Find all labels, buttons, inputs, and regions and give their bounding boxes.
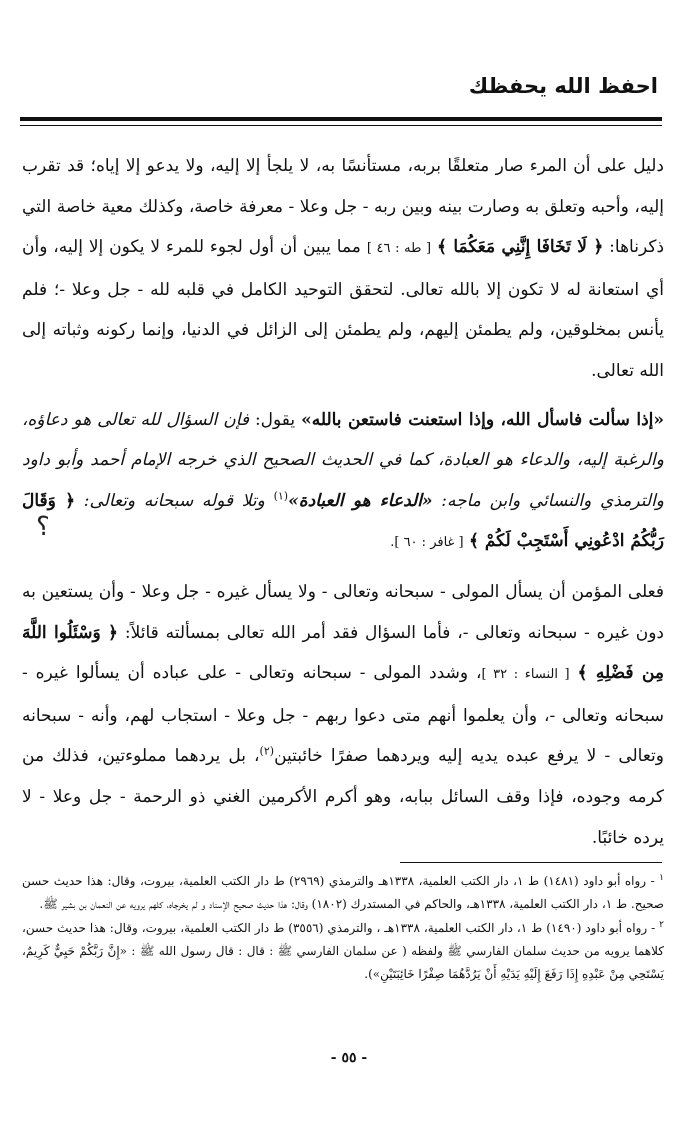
- footnote-1-number: ١: [659, 873, 664, 883]
- main-text: [22, 146, 664, 858]
- hadith-quote-ask-allah: «إذا سألت فاسأل الله، وإذا استعنت فاستعن بالله»: [301, 409, 664, 430]
- paragraph-1-rest: مما يبين أن أول لجوء للمرء لا يكون إلا إليه، وأن أي استعانة له لا تكون إلا بالله تعالى. لتحقق التوحيد الكامل في قلبه لله - جل وعلا -؛ فلم يأنس بمخلوقين، ولم يطمئن إليهم، ولم يطمئن إلى الزائل في الدنيا، وإنما ركونه وثباته إلى الله تعالى.: [22, 237, 664, 381]
- reference-taha: [ طه : ٤٦ ]: [366, 241, 432, 257]
- footnote-separator: [400, 862, 662, 863]
- handwritten-question-mark: ؟: [36, 512, 50, 542]
- quran-quote-ghafir: ﴿ وَقَالَ رَبُّكُمُ ادْعُونِي أَسْتَجِبْ لَكُمْ ﴾: [22, 490, 664, 552]
- paragraph-2-recited: وتلا قوله سبحانه وتعالى:: [75, 490, 274, 511]
- footnote-1-text: - رواه أبو داود (١٤٨١) ط ١، دار الكتب العلمية، ١٣٣٨هـ والترمذي (٢٩٦٩) ط دار الكتب العلمية، بيروت، وقال: هذا حديث حسن صحيح. ط ١، دار الكتب العلمية، ١٣٣٨هـ، والحاكم في المستدرك (١٨٠٢) وقال: هذا حديث صحيح الإسناد و لم يخرجاه، كلهم يرويه عن النعمان بن بشير ﷺ.: [22, 874, 664, 912]
- quran-quote-nisa: ﴿ وَسْئَلُوا اللَّهَ مِن فَضْلِهِ ﴾: [22, 622, 664, 684]
- paragraph-3-end: ، بل يردهما مملوءتين، فذلك من كرمه وجوده، فإذا وقف السائل ببابه، وهو أكرم الأكرمين الغني ذو الرحمة - جل وعلا - لا يرده خائبًا.: [22, 746, 664, 848]
- hadith-dua-ibadah: «الدعاء هو العبادة»: [288, 490, 433, 511]
- paragraph-3-rest: ، وشدد المولى - سبحانه وتعالى - على عباده أن يسألوا غيره - سبحانه وتعالى -، وأن يعلموا أنهم متى دعوا ربهم - جل وعلا - استجاب لهم، وأنه - سبحانه وتعالى - لا يرفع عبده يديه إليه ويردهما صفرًا خائبتين: [22, 663, 664, 767]
- footnote-2-number: ٢: [659, 919, 664, 930]
- paragraph-3: [22, 572, 664, 858]
- paragraph-3-text: فعلى المؤمن أن يسأل المولى - سبحانه وتعالى - ولا يسأل غيره - جل وعلا - وأن يستعين به دون غيره - سبحانه وتعالى -، فأما السؤال فقد أمر الله تعالى بمسألته قائلاً:: [22, 581, 664, 643]
- footnote-ref-1: (١): [273, 489, 289, 503]
- paragraph-1-text: دليل على أن المرء صار متعلقًا بربه، مستأنسًا به، لا يلجأ إلا إليه، ولا يدعو إلا إياه؛ قد تقرب إليه، وأحبه وتعلق به وصارت بينه وبين ربه - جل وعلا - معرفة خاصة، وكذلك معية خاصة التي ذكرناها:: [22, 156, 665, 258]
- footnote-2: [22, 917, 664, 987]
- quran-quote-taha: ﴿ لَا تَخَافَا إِنَّنِي مَعَكُمَا ﴾: [437, 237, 604, 258]
- paragraph-2: [22, 400, 664, 564]
- footnotes: [22, 870, 664, 986]
- paragraph-1: [22, 146, 664, 392]
- running-header-title: احفظ الله يحفظك: [468, 74, 658, 98]
- reference-ghafir: [ غافر : ٦٠ ].: [390, 535, 464, 551]
- footnote-2-text: - رواه أبو داود (١٤٩٠) ط ١، دار الكتب العلمية، ١٣٣٨هـ ، والترمذي (٣٥٥٦) ط دار الكتب العلمية، بيروت، وقال: هذا حديث حسن، كلاهما يرويه من حديث سلمان الفارسي ﷺ ولفظه ( عن سلمان الفارسي ﷺ : قال : قال رسول الله ﷺ : «إِنَّ رَبَّكُمْ حَيِيٌّ كَرِيمٌ، يَسْتَحِي مِنْ عَبْدِهِ إِذَا رَفَعَ إِلَيْهِ يَدَيْهِ أَنْ يَرُدَّهُمَا صِفْرًا خَائِبَتَيْنِ»).: [22, 920, 664, 982]
- header-rule-thick: [20, 117, 662, 121]
- footnote-ref-2: (٢): [259, 744, 275, 758]
- header-rule-thin: [20, 125, 662, 126]
- reference-nisa: [ النساء : ٣٢ ]: [481, 667, 570, 683]
- paragraph-2-says: يقول:: [249, 409, 302, 430]
- page-number: - ٥٥ -: [330, 1050, 368, 1066]
- paragraph-2-italic: فإن السؤال لله تعالى هو دعاؤه، والرغبة إليه، والدعاء هو العبادة، كما في الحديث الصحيح الذي خرجه الإمام أحمد وأبو داود والترمذي والنسائي وابن ماجه:: [22, 409, 665, 511]
- footnote-1: [22, 870, 664, 917]
